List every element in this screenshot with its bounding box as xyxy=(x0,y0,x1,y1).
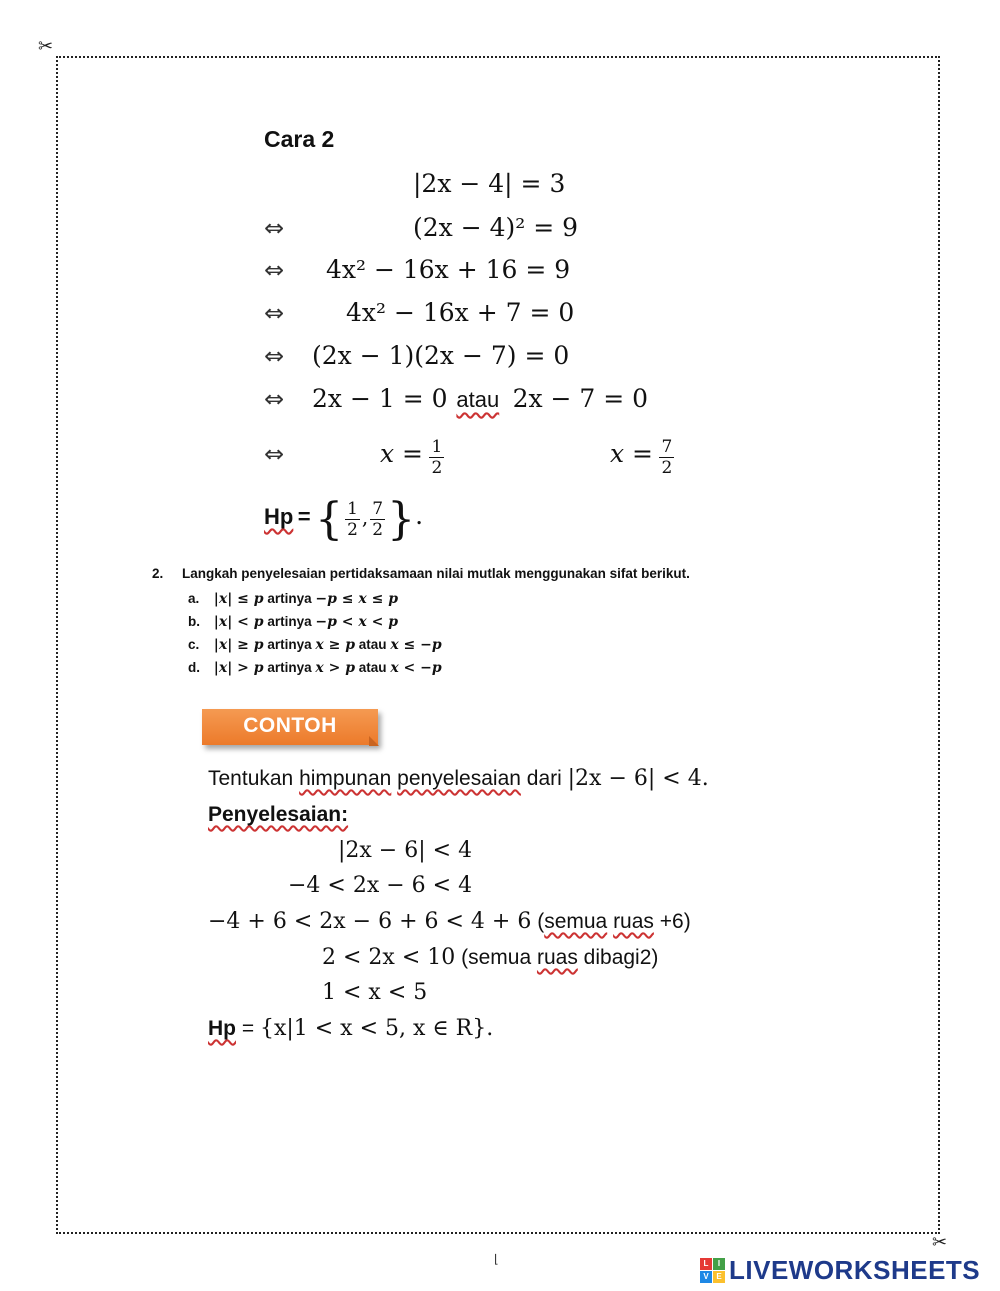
property-item xyxy=(188,591,398,607)
step-0: |2x − 4| = 3 xyxy=(413,169,566,198)
property-lhs: |x| ≥ p xyxy=(213,637,264,653)
property-item xyxy=(188,637,442,653)
step-1: (2x − 4)² = 9 xyxy=(413,213,579,242)
x-label: x = xyxy=(380,439,423,468)
property-letter: b. xyxy=(188,614,200,629)
step-4: (2x − 1)(2x − 7) = 0 xyxy=(312,341,570,370)
solution-line-4: 2 < 2x < 10 (semua ruas dibagi2) xyxy=(322,945,659,970)
property-lhs: |x| ≤ p xyxy=(213,591,264,607)
solution-line-1: |2x − 6| < 4 xyxy=(338,838,473,863)
solution-x2 xyxy=(610,428,676,480)
property-letter: c. xyxy=(188,637,200,652)
property-letter: d. xyxy=(188,660,200,675)
equiv-arrow-icon: ⇔ xyxy=(264,440,285,468)
equiv-arrow-icon: ⇔ xyxy=(264,385,285,413)
logo-letter: L xyxy=(700,1258,712,1270)
atau-word: atau xyxy=(456,387,500,412)
question-line: Tentukan himpunan penyelesaian dari |2x − 6| < 4. xyxy=(208,766,709,791)
property-rhs2: x ≤ −p xyxy=(390,637,442,653)
property-item xyxy=(188,614,398,630)
logo-letter: E xyxy=(713,1271,725,1283)
equiv-arrow-icon: ⇔ xyxy=(264,256,285,284)
solution-x1 xyxy=(380,428,446,480)
fraction-one-half: $\frac{1}{2}$ xyxy=(431,437,443,479)
solution-line-2: −4 < 2x − 6 < 4 xyxy=(288,873,473,898)
step-5 xyxy=(312,381,648,417)
scissor-icon-top: ✂ xyxy=(38,36,54,56)
scissor-icon-bottom: ✂ xyxy=(932,1232,948,1252)
property-mid2: atau xyxy=(358,637,387,652)
item-2-heading: 2. Langkah penyelesaian pertidaksamaan nilai mutlak menggunakan sifat berikut. xyxy=(152,566,690,581)
solution-line-5: 1 < x < 5 xyxy=(322,980,428,1005)
property-rhs: x ≥ p xyxy=(315,637,356,653)
property-rhs2: x < −p xyxy=(390,660,442,676)
property-mid2: atau xyxy=(358,660,387,675)
solution-line-3: −4 + 6 < 2x − 6 + 6 < 4 + 6 (semua ruas +6) xyxy=(208,909,691,934)
liveworksheets-logo[interactable] xyxy=(700,1256,980,1284)
solution-label: Penyelesaian: xyxy=(208,803,349,826)
property-lhs: |x| > p xyxy=(213,660,264,676)
logo-letter: V xyxy=(700,1271,712,1283)
property-rhs: x > p xyxy=(315,660,356,676)
step-5-right: 2x − 7 = 0 xyxy=(512,384,649,413)
property-mid: artinya xyxy=(267,637,312,652)
hp-label: Hp xyxy=(264,504,294,529)
property-item xyxy=(188,660,442,676)
logo-text: LIVEWORKSHEETS xyxy=(729,1254,981,1285)
logo-icon xyxy=(700,1258,725,1283)
equiv-arrow-icon: ⇔ xyxy=(264,342,285,370)
x-label: x = xyxy=(610,439,653,468)
cara-title: Cara 2 xyxy=(264,126,335,152)
contoh-badge: CONTOH xyxy=(202,709,378,745)
property-rhs: −p < x < p xyxy=(315,614,399,630)
equiv-arrow-icon: ⇔ xyxy=(264,214,285,242)
step-3: 4x² − 16x + 7 = 0 xyxy=(346,298,575,327)
step-2: 4x² − 16x + 16 = 9 xyxy=(326,255,571,284)
property-mid: artinya xyxy=(267,614,312,629)
logo-letter: I xyxy=(713,1258,725,1270)
property-letter: a. xyxy=(188,591,200,606)
property-rhs: −p ≤ x ≤ p xyxy=(315,591,399,607)
property-mid: artinya xyxy=(267,591,312,606)
hp-result: Hp = { $\frac{1}{2}$ , $\frac{7}{2}$ }. xyxy=(264,493,424,545)
step-5-left: 2x − 1 = 0 xyxy=(312,384,448,413)
property-mid: artinya xyxy=(267,660,312,675)
hp-answer: Hp = {x|1 < x < 5, x ∈ R}. xyxy=(208,1016,494,1041)
property-lhs: |x| < p xyxy=(213,614,264,630)
page-mark: ⌊ xyxy=(494,1252,499,1266)
equiv-arrow-icon: ⇔ xyxy=(264,299,285,327)
fraction-seven-half: $\frac{7}{2}$ xyxy=(661,437,673,479)
